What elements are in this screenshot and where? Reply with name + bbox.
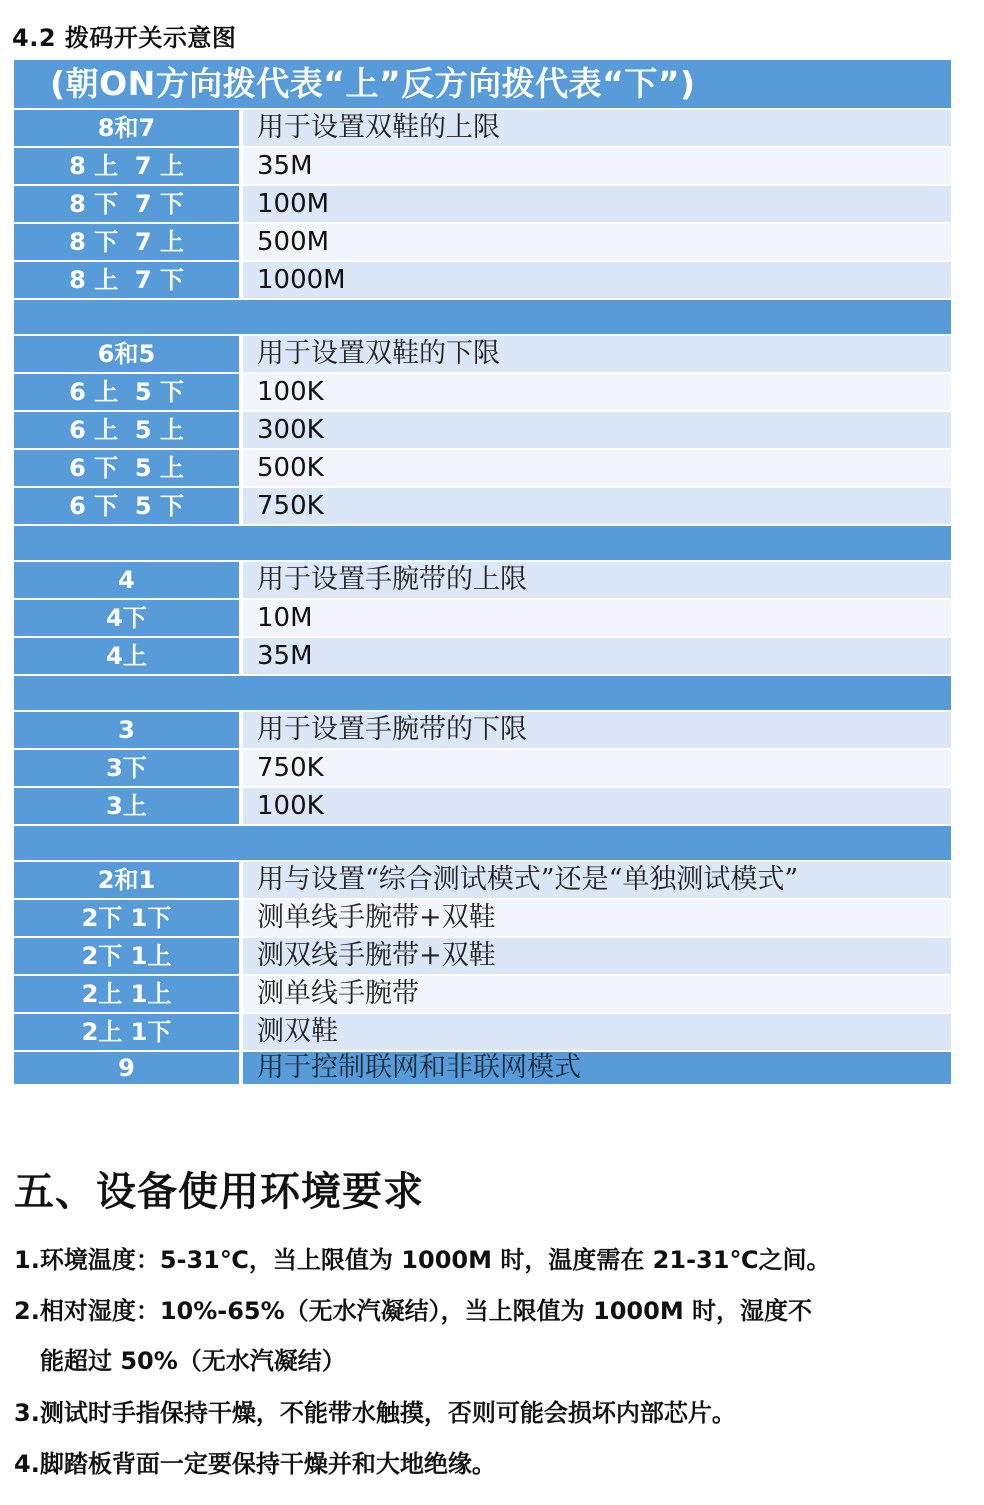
table-row [14, 488, 951, 524]
group-divider [14, 300, 951, 334]
requirement-item: 4.脚踏板背面一定要保持干燥并和大地绝缘。 [14, 1450, 496, 1478]
requirement-item: 1.环境温度：5-31℃，当上限值为 1000M 时，温度需在 21-31℃之间。 [14, 1246, 831, 1274]
table-row [14, 938, 951, 974]
table-row [14, 600, 951, 636]
switch-key: 6 上 5 下 [14, 374, 239, 410]
group-divider [14, 826, 951, 860]
group-divider [14, 526, 951, 560]
switch-description: 用于设置双鞋的上限 [243, 110, 951, 146]
switch-key: 6和5 [14, 336, 239, 372]
switch-key: 6 下 5 上 [14, 450, 239, 486]
requirement-item-continuation: 能超过 50%（无水汽凝结） [40, 1347, 346, 1375]
switch-value: 750K [243, 750, 951, 786]
requirement-item: 2.相对湿度：10%-65%（无水汽凝结），当上限值为 1000M 时，湿度不 [14, 1297, 813, 1325]
table-row [14, 412, 951, 448]
switch-key: 3 [14, 712, 239, 748]
table-row [14, 638, 951, 674]
section-title: 4.2 拨码开关示意图 [12, 24, 237, 52]
group-header-row [14, 862, 951, 898]
table-row [14, 788, 951, 824]
switch-key: 6 下 5 下 [14, 488, 239, 524]
table-row [14, 224, 951, 260]
table-row [14, 900, 951, 936]
switch-key: 9 [14, 1052, 239, 1084]
table-row [14, 450, 951, 486]
switch-description: 用于控制联网和非联网模式 [243, 1052, 951, 1084]
switch-value: 500K [243, 450, 951, 486]
switch-value: 测单线手腕带 [243, 976, 951, 1012]
switch-value: 750K [243, 488, 951, 524]
switch-description: 用与设置“综合测试模式”还是“单独测试模式” [243, 862, 951, 898]
switch-key: 8 上 7 下 [14, 262, 239, 298]
switch-value: 1000M [243, 262, 951, 298]
switch-key: 4 [14, 562, 239, 598]
switch-key: 8 上 7 上 [14, 148, 239, 184]
table-row [14, 1014, 951, 1050]
switch-key: 8 下 7 下 [14, 186, 239, 222]
switch-value: 100K [243, 788, 951, 824]
switch-key: 2上 1下 [14, 1014, 239, 1050]
switch-key: 6 上 5 上 [14, 412, 239, 448]
switch-key: 4上 [14, 638, 239, 674]
switch-key: 8 下 7 上 [14, 224, 239, 260]
switch-key: 4下 [14, 600, 239, 636]
switch-key: 8和7 [14, 110, 239, 146]
switch-value: 测双鞋 [243, 1014, 951, 1050]
table-row [14, 262, 951, 298]
switch-key: 2上 1上 [14, 976, 239, 1012]
switch-description: 用于设置手腕带的下限 [243, 712, 951, 748]
footer-row [14, 1052, 951, 1084]
switch-description: 用于设置手腕带的上限 [243, 562, 951, 598]
switch-value: 35M [243, 638, 951, 674]
group-header-row [14, 562, 951, 598]
table-row [14, 750, 951, 786]
table-row [14, 148, 951, 184]
switch-value: 100K [243, 374, 951, 410]
switch-value: 10M [243, 600, 951, 636]
table-row [14, 186, 951, 222]
table-row [14, 976, 951, 1012]
environment-heading: 五、设备使用环境要求 [14, 1169, 424, 1215]
switch-key: 2下 1上 [14, 938, 239, 974]
switch-key: 3上 [14, 788, 239, 824]
requirement-item: 3.测试时手指保持干燥，不能带水触摸，否则可能会损坏内部芯片。 [14, 1399, 736, 1427]
switch-description: 用于设置双鞋的下限 [243, 336, 951, 372]
group-header-row [14, 110, 951, 146]
switch-value: 35M [243, 148, 951, 184]
switch-value: 测双线手腕带+双鞋 [243, 938, 951, 974]
table-row [14, 374, 951, 410]
switch-value: 100M [243, 186, 951, 222]
group-header-row [14, 712, 951, 748]
dip-switch-table [14, 60, 951, 1086]
switch-value: 500M [243, 224, 951, 260]
switch-value: 300K [243, 412, 951, 448]
switch-value: 测单线手腕带+双鞋 [243, 900, 951, 936]
table-banner: (朝ON方向拨代表“上”反方向拨代表“下”) [14, 60, 951, 108]
switch-key: 2和1 [14, 862, 239, 898]
group-divider [14, 676, 951, 710]
switch-key: 2下 1下 [14, 900, 239, 936]
group-header-row [14, 336, 951, 372]
switch-key: 3下 [14, 750, 239, 786]
